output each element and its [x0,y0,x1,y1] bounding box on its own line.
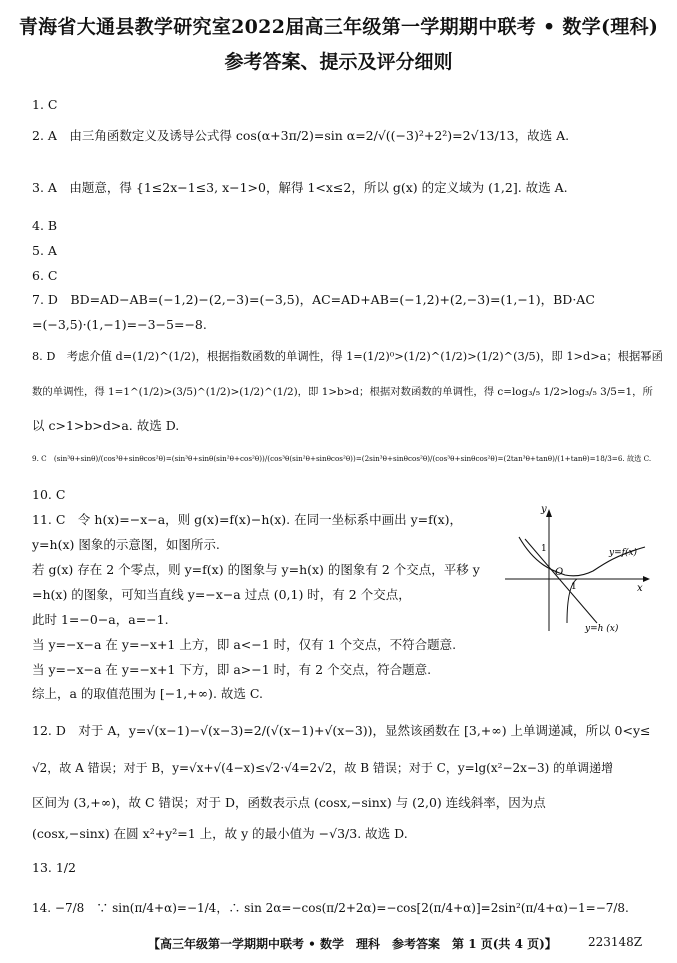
y-tick-1: 1 [541,544,547,554]
answer-line-8c: 以 c>1>b>d>a. 故选 D. [32,418,180,433]
answer-line-7a: 7. D BD=AD−AB=(−1,2)−(2,−3)=(−3,5)，AC=AD+AB=(−1,2)+(2,−3)=(1,−1)，BD·AC [32,292,595,307]
answer-line-14: 14. −7/8 ∵ sin(π/4+α)=−1/4，∴ sin 2α=−cos(π/2+2α)=−cos[2(π/4+α)]=2sin²(π/4+α)−1=−7/8. [32,901,629,915]
answer-line-9: 9. C (sin³θ+sinθ)/(cos³θ+sinθcos²θ)=(sin³θ+sinθ(sin²θ+cos²θ))/(cos³θ(sin²θ+sinθcos²θ))=(2sin³θ+sinθcos²θ)/(cos³θ+sinθcos²θ)=(2tan³θ+tanθ)/(1+tanθ)=18/3=6. 故选 C. [32,454,652,463]
answer-line-1: 1. C [32,97,58,112]
answer-line-11f: 当 y=−x−a 在 y=−x+1 上方，即 a<−1 时，仅有 1 个交点，不符合题意. [32,637,457,652]
answer-line-11g: 当 y=−x−a 在 y=−x+1 下方，即 a>−1 时，有 2 个交点，符合题意. [32,662,432,677]
function-graph-figure [505,505,653,633]
x-axis-arrow [643,576,650,582]
origin-label: O [555,567,564,578]
answer-line-12b: √2，故 A 错误；对于 B，y=√x+√(4−x)≤√2·√4=2√2，故 B 错误；对于 C，y=lg(x²−2x−3) 的单调递增 [32,761,614,775]
document-code: 223148Z [588,935,643,949]
answer-line-8a: 8. D 考虑介值 d=(1/2)^(1/2)，根据指数函数的单调性，得 1=(1/2)⁰>(1/2)^(1/2)>(1/2)^(3/5)，即 1>d>a；根据幂函 [32,350,663,363]
answer-line-8b: 数的单调性，得 1=1^(1/2)>(3/5)^(1/2)>(1/2)^(1/2)，即 1>b>d；根据对数函数的单调性，得 c=log₃/₅ 1/2>log₃/₅ 3/5=1，所 [32,386,653,398]
answer-line-10: 10. C [32,487,66,502]
h-label: y=h (x) [585,624,619,633]
y-axis-arrow [546,509,552,517]
page-subtitle: 参考答案、提示及评分细则 [224,51,453,73]
answer-line-11c: 若 g(x) 存在 2 个零点，则 y=f(x) 的图象与 y=h(x) 的图象有 2 个交点，平移 y [32,562,480,577]
answer-line-11b: y=h(x) 图象的示意图，如图所示. [32,537,220,552]
answer-line-11a: 11. C 令 h(x)=−x−a，则 g(x)=f(x)−h(x). 在同一坐标系中画出 y=f(x)， [32,512,463,527]
answer-line-7b: =(−3,5)·(1,−1)=−3−5=−8. [32,317,207,332]
page-title: 青海省大通县教学研究室2022届高三年级第一学期期中联考 • 数学(理科) [18,16,659,38]
x-tick-1: 1 [571,582,577,592]
answer-line-11d: =h(x) 的图象，可知当直线 y=−x−a 过点 (0,1) 时，有 2 个交点， [32,587,411,602]
x-axis-label: x [637,583,643,594]
answer-line-12a: 12. D 对于 A，y=√(x−1)−√(x−3)=2/(√(x−1)+√(x−3))，显然该函数在 [3,+∞) 上单调递减，所以 0<y≤ [32,723,651,738]
answer-line-5: 5. A [32,243,57,258]
f-label: y=f(x) [609,548,638,558]
answer-line-2: 2. A 由三角函数定义及诱导公式得 cos(α+3π/2)=sin α=2/√((−3)²+2²)=2√13/13，故选 A. [32,128,570,143]
answer-line-6: 6. C [32,268,58,283]
answer-line-11h: 综上，a 的取值范围为 [−1,+∞). 故选 C. [32,686,263,701]
y-axis-label: y [541,505,547,515]
answer-line-11e: 此时 1=−0−a，a=−1. [32,612,169,627]
answer-line-13: 13. 1/2 [32,860,76,875]
answer-line-12d: (cosx,−sinx) 在圆 x²+y²=1 上，故 y 的最小值为 −√3/3. 故选 D. [32,826,408,841]
answer-line-12c: 区间为 (3,+∞)，故 C 错误；对于 D，函数表示点 (cosx,−sinx) 与 (2,0) 连线斜率，因为点 [32,795,546,810]
answer-line-3: 3. A 由题意，得 {1≤2x−1≤3, x−1>0，解得 1<x≤2，所以 g(x) 的定义域为 (1,2]. 故选 A. [32,180,568,195]
answer-line-4: 4. B [32,218,58,233]
footer-text: 【高三年级第一学期期中联考 • 数学 理科 参考答案 第 1 页(共 4 页)】 [148,937,557,951]
h-line [525,539,597,623]
